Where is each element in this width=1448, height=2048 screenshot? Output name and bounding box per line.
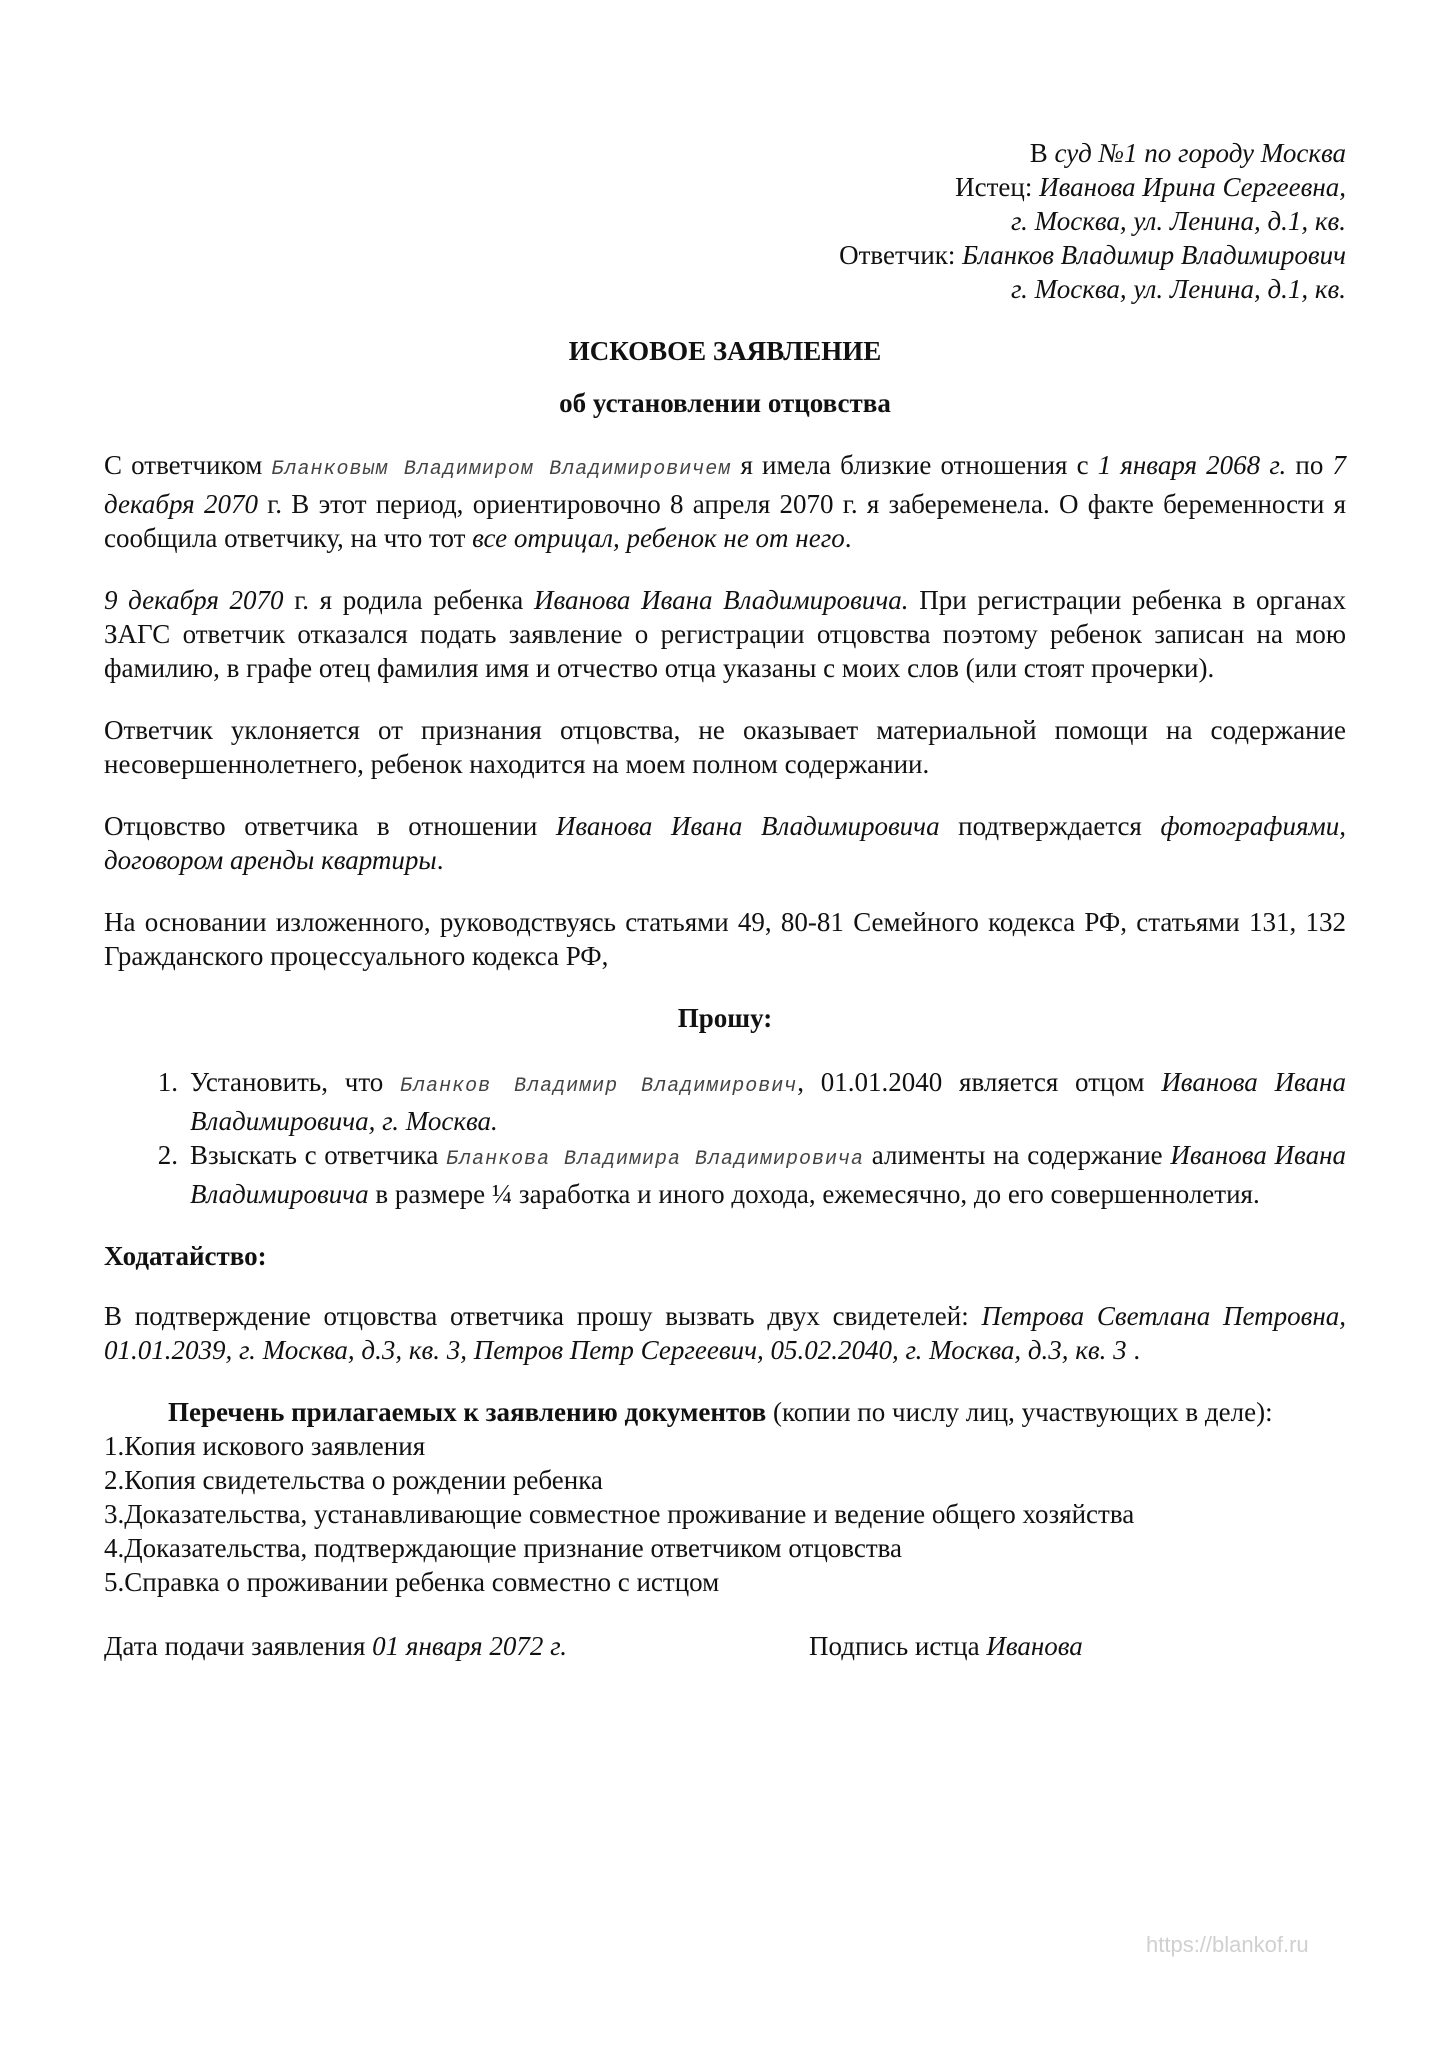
court-line: В суд №1 по городу Москва (1029, 138, 1346, 168)
paragraph-legal-basis: На основании изложенного, руководствуясь статьями 49, 80-81 Семейного кодекса РФ, статьями 131, 132 Гражданского процессуального кодекса РФ, (104, 907, 1346, 971)
document-page (104, 136, 1346, 1663)
document-title: ИСКОВОЕ ЗАЯВЛЕНИЕ (568, 336, 882, 366)
paragraph-petition: В подтверждение отцовства ответчика прошу вызвать двух свидетелей: Петрова Светлана Петровна, 01.01.2039, г. Москва, д.3, кв. 3, Петров Петр Сергеевич, 05.02.2040, г. Москва, д.3, кв. 3 . (104, 1301, 1346, 1365)
paragraph-relationship: С ответчиком Бланковым Владимиром Владимировичем я имела близкие отношения с 1 января 2068 г. по 7 декабря 2070 г. В этот период, ориентировочно 8 апреля 2070 г. я забеременела. О факте беременности я сообщила ответчику, на что тот все отрицал, ребенок не от него. (104, 450, 1347, 553)
defendant-line: Ответчик: Бланков Владимир Владимирович (839, 240, 1346, 270)
paragraph-birth: 9 декабря 2070 г. я родила ребенка Иванова Ивана Владимировича. При регистрации ребенка в органах ЗАГС ответчик отказался подать заявление о регистрации отцовства поэтому ребенок записан на мою фамилию, в графе отец фамилия имя и отчество отца указаны с моих слов (или стоят прочерки). (104, 585, 1347, 683)
attachments-heading: Перечень прилагаемых к заявлению документов (копии по числу лиц, участвующих в деле): (168, 1397, 1273, 1427)
request-list (104, 1065, 1346, 1211)
request-item: 1. Установить, что Бланков Владимир Владимирович, 01.01.2040 является отцом Иванова Ивана Владимировича, г. Москва. (157, 1067, 1346, 1136)
list-item: 1.Копия искового заявления (104, 1431, 426, 1461)
defendant-address: г. Москва, ул. Ленина, д.1, кв. (1010, 274, 1346, 304)
attachments-list (104, 1429, 1346, 1599)
plaintiff-address: г. Москва, ул. Ленина, д.1, кв. (1010, 206, 1346, 236)
source-watermark: https://blankof.ru (1146, 1932, 1309, 1957)
request-item: 2. Взыскать с ответчика Бланкова Владимира Владимировича алименты на содержание Иванова Ивана Владимировича в размере ¼ заработка и иного дохода, ежемесячно, до его совершеннолетия. (157, 1140, 1346, 1209)
list-item: 5.Справка о проживании ребенка совместно с истцом (104, 1567, 720, 1597)
filing-date: Дата подачи заявления 01 января 2072 г. (104, 1631, 568, 1661)
petition-heading: Ходатайство: (104, 1241, 267, 1271)
signature-block (104, 1629, 1346, 1663)
list-item: 3.Доказательства, устанавливающие совместное проживание и ведение общего хозяйства (104, 1499, 1135, 1529)
list-item: 2.Копия свидетельства о рождении ребенка (104, 1465, 603, 1495)
plaintiff-signature: Подпись истца Иванова (809, 1631, 1083, 1661)
request-heading: Прошу: (677, 1003, 773, 1033)
paragraph-evidence: Отцовство ответчика в отношении Иванова Ивана Владимировича подтверждается фотографиями, договором аренды квартиры. (104, 811, 1346, 875)
document-subtitle: об установлении отцовства (559, 388, 891, 418)
addressee-block (104, 136, 1346, 306)
plaintiff-line: Истец: Иванова Ирина Сергеевна, (955, 172, 1346, 202)
paragraph-evasion: Ответчик уклоняется от признания отцовства, не оказывает материальной помощи на содержание несовершеннолетнего, ребенок находится на моем полном содержании. (104, 715, 1346, 779)
list-item: 4.Доказательства, подтверждающие признание ответчиком отцовства (104, 1533, 903, 1563)
